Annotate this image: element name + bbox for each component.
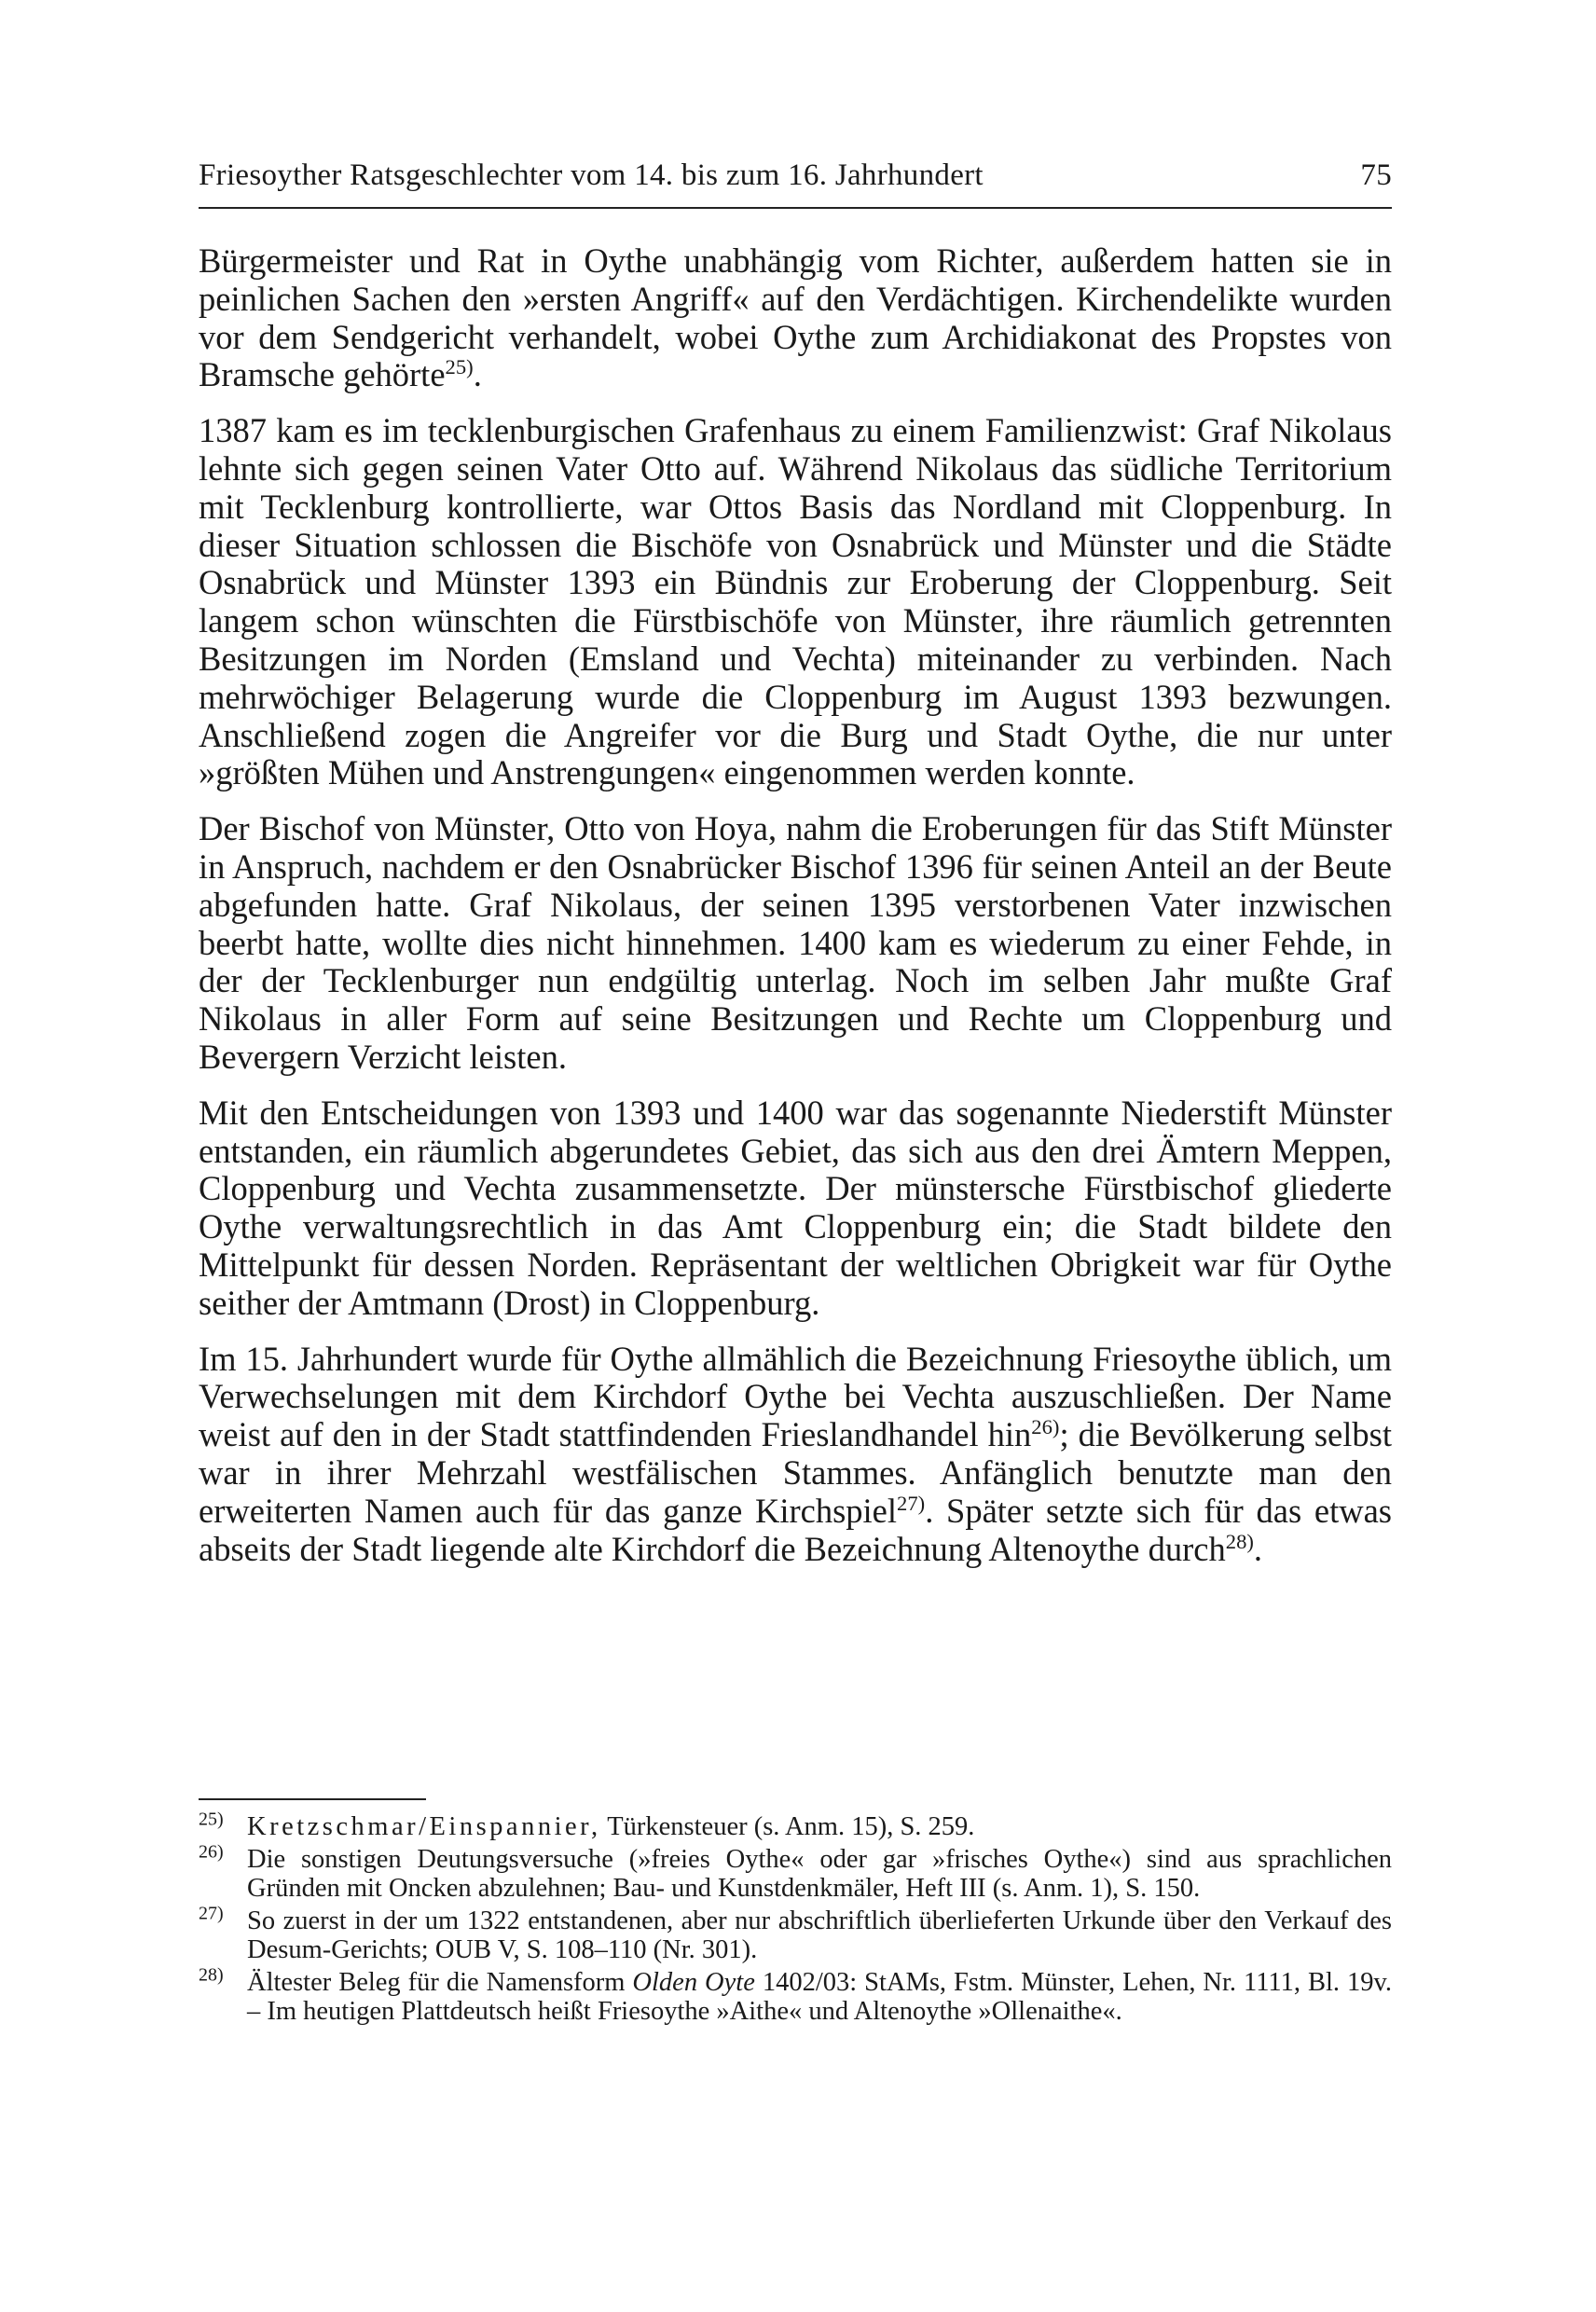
- footnote-text-pre: Ältester Beleg für die Namensform: [247, 1967, 633, 1997]
- paragraph-1-text: Bürgermeister und Rat in Oythe unabhängig vom Richter, außerdem hatten sie in peinlichen Sachen den »ersten Angriff« auf den Verdächtigen. Kirchendelikte wurden vor dem Sendgericht verhandelt, wobei Oythe zum Archidiakonat des Propstes von Bramsche gehörte: [199, 241, 1392, 394]
- footnote-text: Türkensteuer (s. Anm. 15), S. 259.: [600, 1812, 975, 1841]
- footnote-ref-27: 27): [897, 1491, 926, 1515]
- paragraph-5-part-d: .: [1253, 1529, 1263, 1568]
- paragraph-5-part-c: . Später setzte sich für das etwas abseits der Stadt liegende alte Kirchdorf die Bezeichnung Altenoythe durch: [199, 1491, 1392, 1568]
- footnote-author: Kretzschmar/Einspannier,: [247, 1812, 601, 1841]
- footnote-rule: [199, 1798, 426, 1800]
- paragraph-5: [199, 1341, 1392, 1569]
- footnote-26: [199, 1841, 1392, 1904]
- footnote-ref-25: 25): [445, 355, 474, 379]
- footnote-text-post: 1402/03: StAMs, Fstm. Münster, Lehen, Nr. 1111, Bl. 19v. – Im heutigen Plattdeutsch heißt Friesoythe »Aithe« und Altenoythe »Ollenaithe«.: [247, 1967, 1393, 2026]
- footnote-ref-26: 26): [1031, 1414, 1060, 1438]
- footnote-ref-28: 28): [1225, 1529, 1254, 1553]
- footnote-25: [199, 1809, 1392, 1842]
- footnote-mark: 27): [199, 1903, 224, 1923]
- footnote-text: So zuerst in der um 1322 entstandenen, aber nur abschriftlich überlieferten Urkunde über den Verkauf des Desum-Gerichts; OUB V, S. 108–110 (Nr. 301).: [247, 1906, 1392, 1964]
- footnote-27: [199, 1903, 1392, 1965]
- footnote-mark: 25): [199, 1809, 224, 1830]
- running-head-title: Friesoyther Ratsgeschlechter vom 14. bis zum 16. Jahrhundert: [199, 158, 984, 192]
- footnote-mark: 26): [199, 1841, 224, 1862]
- paragraph-2: 1387 kam es im tecklenburgischen Grafenhaus zu einem Familienzwist: Graf Nikolaus lehnte sich gegen seinen Vater Otto auf. Während Nikolaus das südliche Territorium mit Tecklenburg kontrollierte, war Ottos Basis das Nordland mit Cloppenburg. In dieser Situation schlossen die Bischöfe von Osnabrück und Münster und die Städte Osnabrück und Münster 1393 ein Bündnis zur Eroberung der Cloppenburg. Seit langem schon wünschten die Fürstbischöfe von Münster, ihre räumlich getrennten Besitzungen im Norden (Emsland und Vechta) miteinander zu verbinden. Nach mehrwöchiger Belagerung wurde die Cloppenburg im August 1393 bezwungen. Anschließend zogen die Angreifer vor die Burg und Stadt Oythe, die nur unter »größten Mühen und Anstrengungen« eingenommen werden konnte.: [199, 411, 1392, 792]
- paragraph-5-part-a: Im 15. Jahrhundert wurde für Oythe allmählich die Bezeichnung Friesoythe üblich, um Verwechselungen mit dem Kirchdorf Oythe bei Vechta auszuschließen. Der Name weist auf den in der Stadt stattfindenden Frieslandhandel hin: [199, 1339, 1392, 1454]
- running-head: [199, 157, 1392, 194]
- paragraph-1: [199, 242, 1392, 394]
- page-number: 75: [1360, 158, 1392, 192]
- paragraph-1-tail: .: [473, 355, 482, 394]
- footnote-text-italic: Olden Oyte: [632, 1967, 755, 1997]
- footnote-mark: 28): [199, 1964, 224, 1985]
- footnote-text: Die sonstigen Deutungsversuche (»freies Oythe« oder gar »frisches Oythe«) sind aus sprachlichen Gründen mit Oncken abzulehnen; Bau- und Kunstdenkmäler, Heft III (s. Anm. 1), S. 150.: [247, 1844, 1392, 1903]
- footnote-28: [199, 1964, 1393, 2027]
- paragraph-4: Mit den Entscheidungen von 1393 und 1400 war das sogenannte Niederstift Münster entstanden, ein räumlich abgerundetes Gebiet, das sich aus den drei Ämtern Meppen, Cloppenburg und Vechta zusammensetzte. Der münstersche Fürstbischof gliederte Oythe verwaltungsrechtlich in das Amt Cloppenburg ein; die Stadt bildete den Mittelpunkt für dessen Norden. Repräsentant der weltlichen Obrigkeit war für Oythe seither der Amtmann (Drost) in Cloppenburg.: [199, 1093, 1392, 1322]
- footnotes: [199, 1809, 1393, 2030]
- paragraph-5-part-b: ; die Bevölkerung selbst war in ihrer Mehrzahl westfälischen Stammes. Anfänglich benutzte man den erweiterten Namen auch für das ganze Kirchspiel: [199, 1415, 1392, 1530]
- paragraph-3: Der Bischof von Münster, Otto von Hoya, nahm die Eroberungen für das Stift Münster in Anspruch, nachdem er den Osnabrücker Bischof 1396 für seinen Anteil an der Beute abgefunden hatte. Graf Nikolaus, der seinen 1395 verstorbenen Vater inzwischen beerbt hatte, wollte dies nicht hinnehmen. 1400 kam es wiederum zu einer Fehde, in der der Tecklenburger nun endgültig unterlag. Noch im selben Jahr mußte Graf Nikolaus in aller Form auf seine Besitzungen und Rechte um Cloppenburg und Bevergern Verzicht leisten.: [199, 809, 1392, 1076]
- body-text: [199, 242, 1392, 1586]
- header-rule: [199, 207, 1392, 209]
